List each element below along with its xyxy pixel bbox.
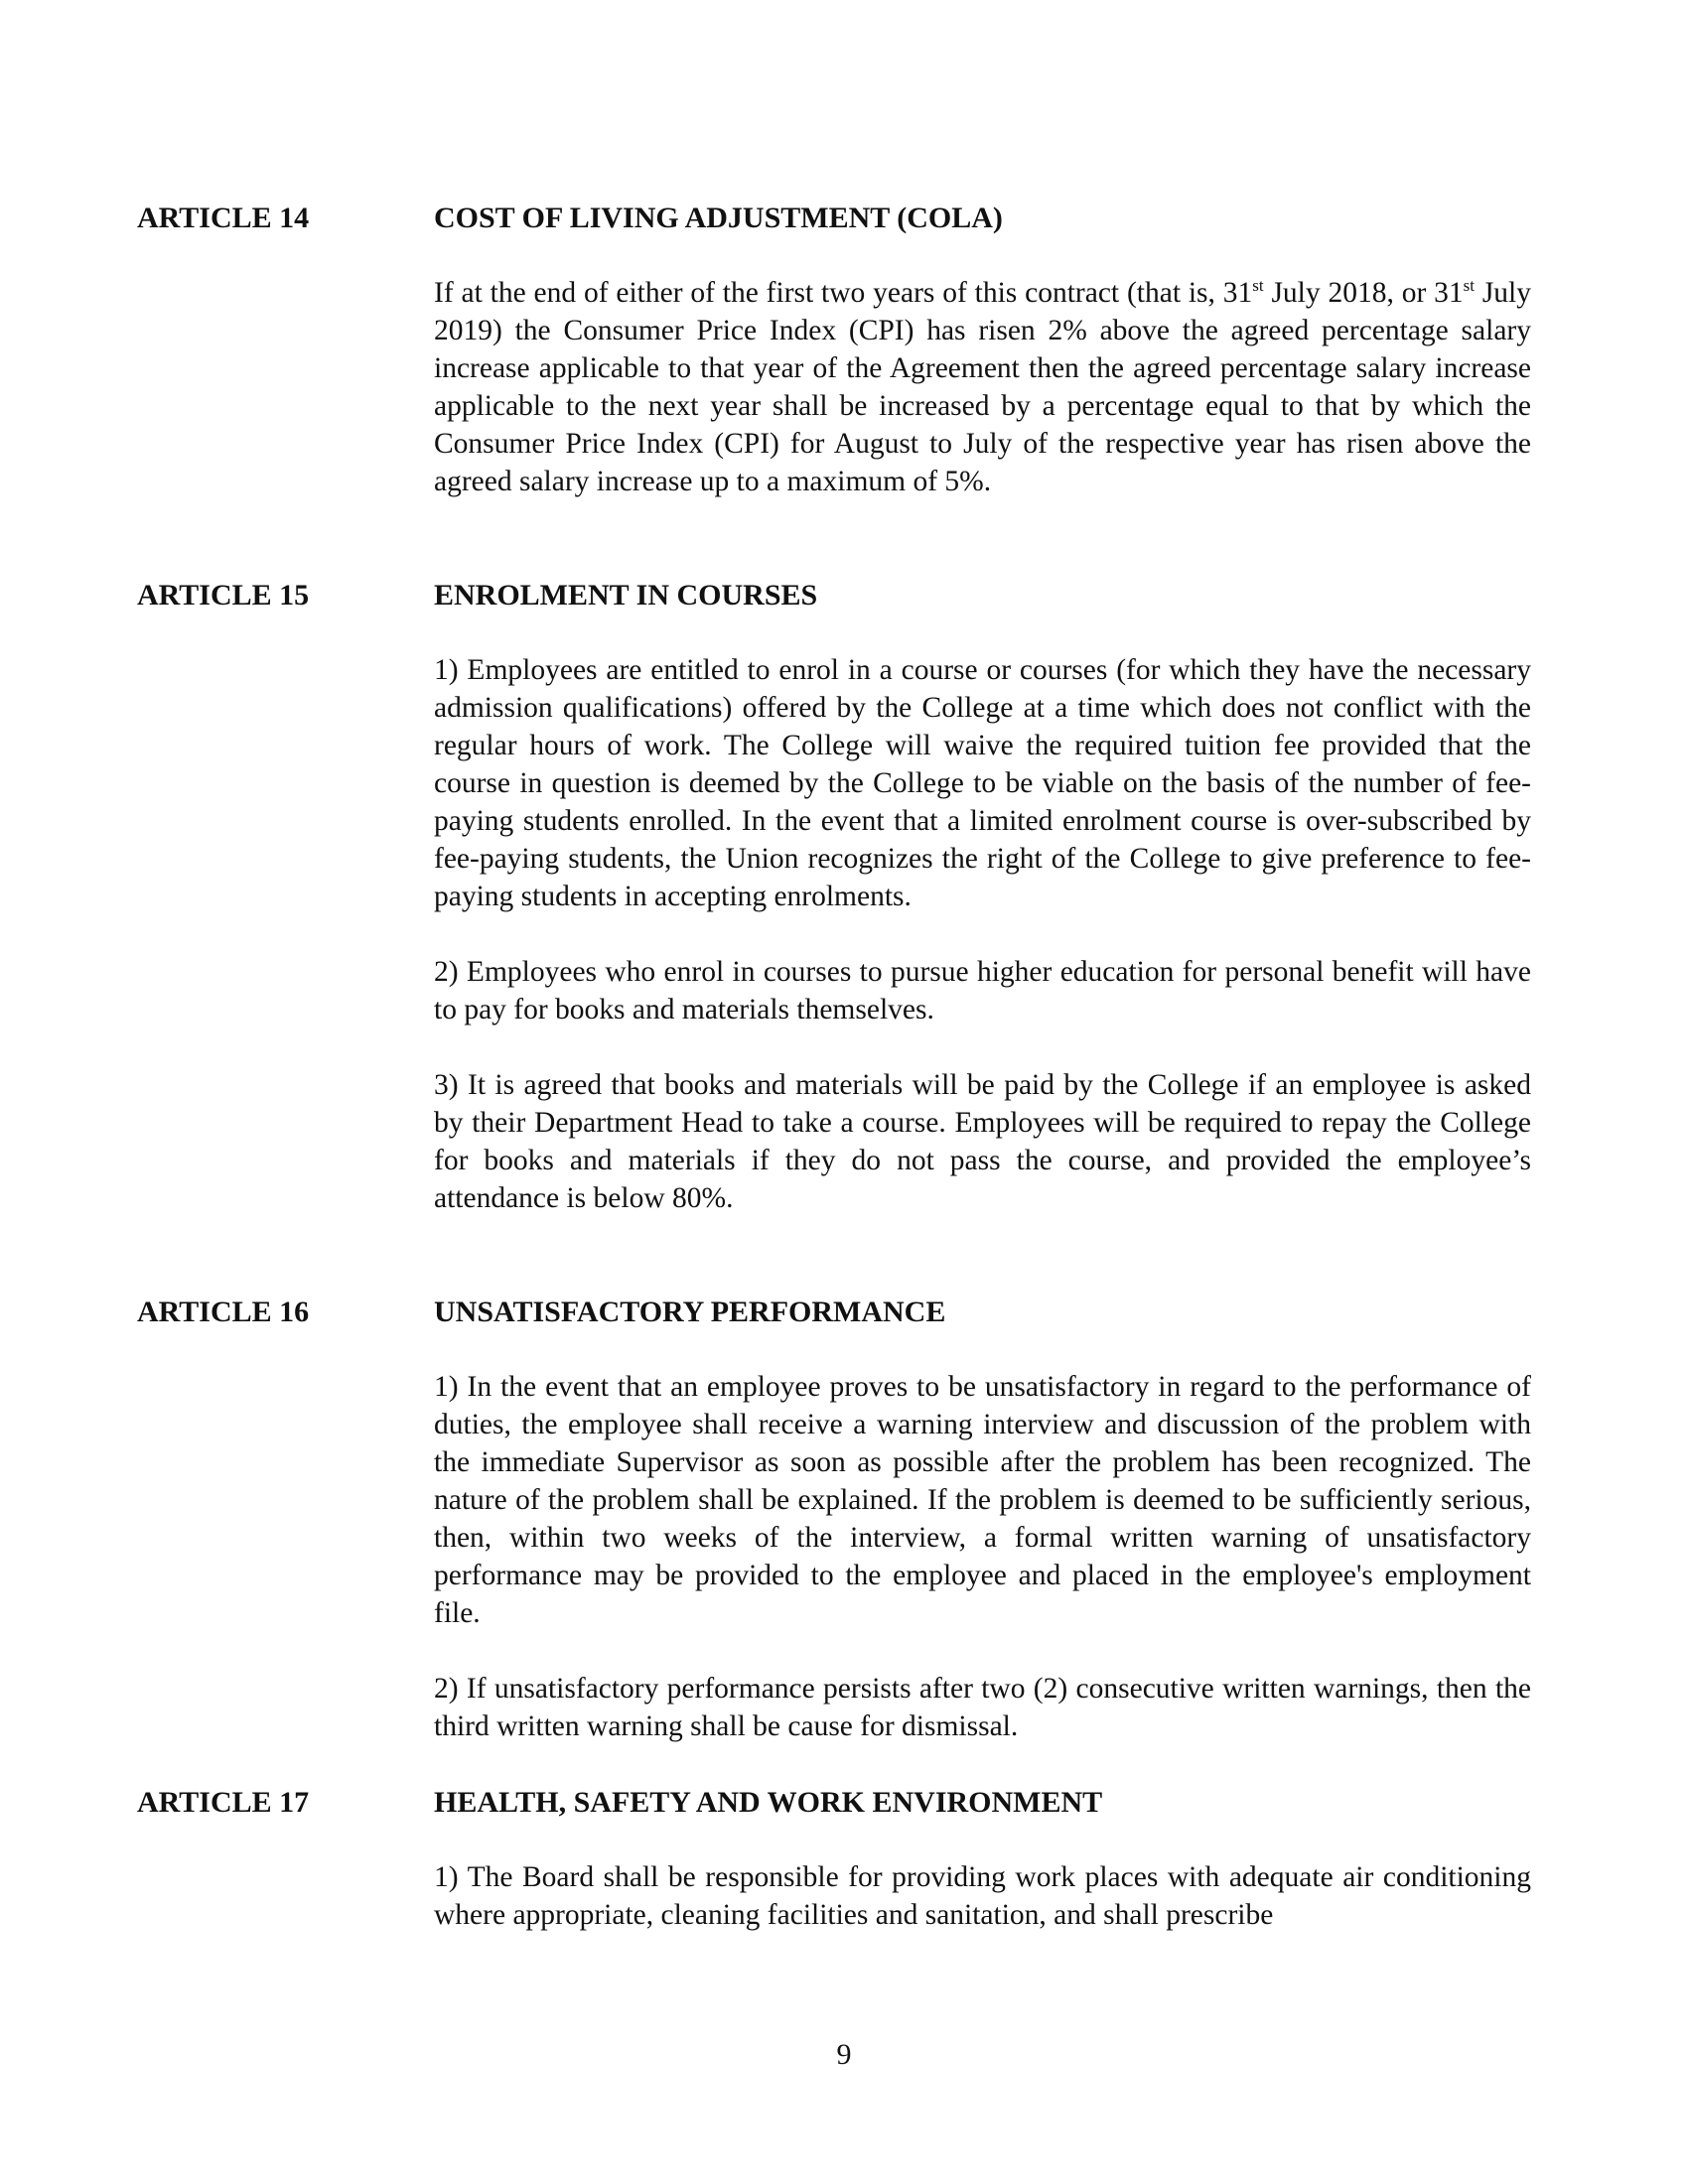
article-body bbox=[434, 200, 1531, 538]
article-title: ENROLMENT IN COURSES bbox=[434, 579, 818, 612]
paragraph-text: July 2018, or 31 bbox=[1263, 277, 1464, 309]
article-number: ARTICLE 15 bbox=[137, 579, 310, 612]
article-paragraph: 1) Employees are entitled to enrol in a course or courses (for which they have the necessary admission qualifications) offered by the College at a time which does not conflict with the regular hours of work. The College will waive the required tuition fee provided that the course in question is deemed by the College to be viable on the basis of the number of fee-paying students enrolled. In the event that a limited enrolment course is over-subscribed by fee-paying students, the Union recognizes the right of the College to give preference to fee-paying students in accepting enrolments. bbox=[434, 654, 1531, 912]
article-paragraph: 1) In the event that an employee proves to be unsatisfactory in regard to the performance of duties, the employee shall receive a warning interview and discussion of the problem with the immediate Supervisor as soon as possible after the problem has been recognized. The nature of the problem shall be explained. If the problem is deemed to be sufficiently serious, then, within two weeks of the interview, a formal written warning of unsatisfactory performance may be provided to the employee and placed in the employee's employment file. bbox=[434, 1371, 1531, 1629]
article-number: ARTICLE 14 bbox=[137, 202, 310, 234]
article-paragraph: 2) Employees who enrol in courses to pursue higher education for personal benefit will have to pay for books and materials themselves. bbox=[434, 956, 1531, 1025]
article-body bbox=[434, 1294, 1531, 1783]
article-number: ARTICLE 17 bbox=[137, 1786, 310, 1819]
article-paragraph: 2) If unsatisfactory performance persists after two (2) consecutive written warnings, then the third written warning shall be cause for dismissal. bbox=[434, 1673, 1531, 1742]
ordinal-suffix: st bbox=[1252, 276, 1264, 296]
article-title: COST OF LIVING ADJUSTMENT (COLA) bbox=[434, 202, 1003, 234]
ordinal-suffix: st bbox=[1463, 276, 1475, 296]
article-paragraph: 1) The Board shall be responsible for providing work places with adequate air conditioning where appropriate, cleaning facilities and sanitation, and shall prescribe bbox=[434, 1861, 1531, 1931]
article-body bbox=[434, 1784, 1531, 1972]
article-title: HEALTH, SAFETY AND WORK ENVIRONMENT bbox=[434, 1786, 1103, 1819]
article-paragraph bbox=[434, 274, 1531, 500]
article-number: ARTICLE 16 bbox=[137, 1296, 310, 1328]
article-body bbox=[434, 577, 1531, 1255]
paragraph-text: If at the end of either of the first two years of this contract (that is, 31 bbox=[434, 277, 1253, 309]
paragraph-text: July 2019) the Consumer Price Index (CPI) has risen 2% above the agreed percentage salary increase applicable to that year of the Agreement then the agreed percentage salary increase applicable to the next year shall be increased by a percentage equal to that by which the Consumer Price Index (CPI) for August to July of the respective year has risen above the agreed salary increase up to a maximum of 5%. bbox=[434, 277, 1531, 497]
article-paragraph: 3) It is agreed that books and materials will be paid by the College if an employee is asked by their Department Head to take a course. Employees will be required to repay the College for books and materials if they do not pass the course, and provided the employee’s attendance is below 80%. bbox=[434, 1069, 1531, 1214]
page-number: 9 bbox=[836, 2038, 852, 2071]
article-title: UNSATISFACTORY PERFORMANCE bbox=[434, 1296, 946, 1328]
